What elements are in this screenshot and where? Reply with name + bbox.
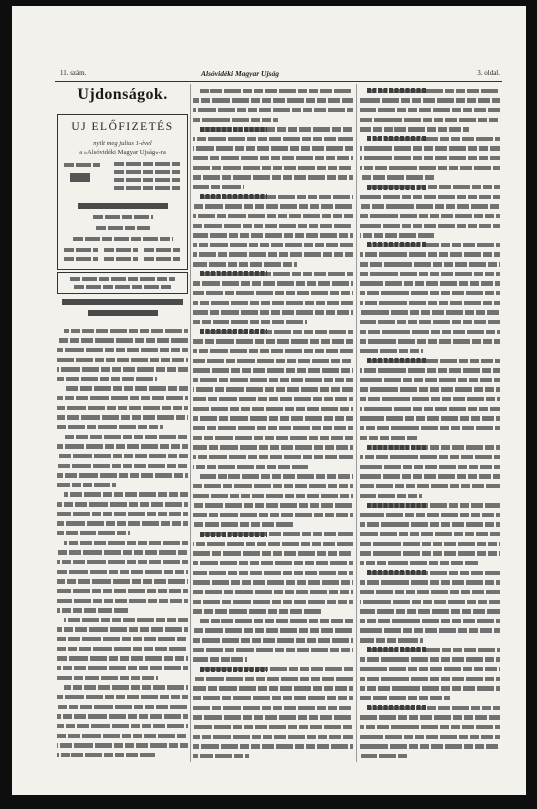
text-line: [360, 202, 500, 212]
article-paragraph: [57, 326, 188, 384]
text-line: [193, 462, 353, 472]
text-line: [360, 529, 500, 539]
text-line: [360, 433, 500, 443]
text-line: [193, 529, 353, 539]
offer-detail: [104, 257, 138, 261]
text-line: [360, 279, 500, 289]
offer-line: [93, 215, 153, 219]
column-1-body: [57, 326, 188, 760]
text-line: [57, 741, 188, 751]
text-line: [57, 538, 188, 548]
text-line: [57, 750, 188, 760]
column-3-body: [360, 86, 500, 761]
price-figure: [70, 173, 90, 182]
text-line: [57, 567, 188, 577]
text-line: [360, 462, 500, 472]
text-line: [360, 96, 500, 106]
subscription-box: [57, 114, 188, 270]
offer-detail: [144, 257, 180, 261]
text-line: [193, 231, 353, 241]
text-line: [193, 327, 353, 337]
article-headline: [62, 299, 183, 305]
text-line: [57, 644, 188, 654]
article-paragraph: [57, 490, 188, 538]
offer-detail: [64, 248, 98, 252]
text-line: [193, 597, 353, 607]
text-line: [193, 163, 353, 173]
subscription-heading: UJ ELŐFIZETÉS: [71, 121, 174, 133]
text-line: [360, 192, 500, 202]
text-line: [360, 144, 500, 154]
text-line: [360, 693, 500, 703]
text-line: [57, 461, 188, 471]
text-line: [360, 443, 500, 453]
text-line: [193, 703, 353, 713]
text-line: [57, 336, 188, 346]
text-line: [360, 491, 500, 501]
article-paragraph: [57, 683, 188, 760]
page-number: 3. oldal.: [477, 69, 500, 77]
text-line: [57, 683, 188, 693]
text-line: [57, 625, 188, 635]
text-line: [57, 326, 188, 336]
text-line: [360, 317, 500, 327]
offer-detail: [64, 257, 98, 261]
article-paragraph: [57, 538, 188, 615]
text-line: [360, 125, 500, 135]
news-item: [360, 443, 500, 501]
news-item: [193, 269, 353, 327]
text-line: [360, 655, 500, 665]
article-paragraph: [57, 615, 188, 682]
subscription-newspaper-line: a »Alsóvidéki Magyar Ujság«-ra: [79, 149, 166, 156]
text-line: [193, 182, 353, 192]
text-line: [360, 211, 500, 221]
article-paragraph: [193, 86, 353, 125]
subscription-opening-line: nyilt meg julius 1-ével: [93, 140, 152, 147]
text-line: [57, 519, 188, 529]
text-line: [193, 664, 353, 674]
office-line: [70, 277, 175, 281]
text-line: [193, 221, 353, 231]
text-line: [193, 742, 353, 752]
text-line: [57, 355, 188, 365]
text-line: [360, 472, 500, 482]
text-line: [360, 414, 500, 424]
column-divider: [190, 84, 191, 762]
text-line: [360, 269, 500, 279]
text-line: [360, 684, 500, 694]
text-line: [57, 586, 188, 596]
text-line: [360, 385, 500, 395]
text-line: [360, 751, 500, 761]
text-line: [57, 432, 188, 442]
section-title: Ujdonságok.: [77, 86, 168, 103]
text-line: [193, 587, 353, 597]
text-line: [360, 452, 500, 462]
offer-detail: [104, 248, 138, 252]
news-item: [360, 240, 500, 356]
text-line: [57, 615, 188, 625]
text-line: [360, 308, 500, 318]
text-line: [360, 722, 500, 732]
header-rule: [55, 81, 502, 82]
text-line: [360, 366, 500, 376]
text-line: [193, 520, 353, 530]
text-line: [193, 713, 353, 723]
article-paragraph: [193, 616, 353, 664]
text-line: [57, 654, 188, 664]
text-line: [360, 664, 500, 674]
text-line: [193, 346, 353, 356]
text-line: [193, 414, 353, 424]
text-line: [193, 655, 353, 665]
text-line: [193, 192, 353, 202]
text-line: [193, 423, 353, 433]
text-line: [360, 742, 500, 752]
text-line: [193, 722, 353, 732]
offer-line: [73, 237, 173, 241]
text-line: [360, 231, 500, 241]
text-line: [360, 337, 500, 347]
news-item: [193, 327, 353, 472]
text-line: [193, 693, 353, 703]
text-line: [57, 422, 188, 432]
article-paragraph: [57, 432, 188, 490]
text-line: [193, 636, 353, 646]
text-line: [193, 558, 353, 568]
text-line: [360, 240, 500, 250]
text-line: [360, 375, 500, 385]
text-line: [57, 413, 188, 423]
text-line: [57, 384, 188, 394]
text-line: [193, 674, 353, 684]
text-line: [193, 732, 353, 742]
text-line: [360, 713, 500, 723]
text-line: [360, 607, 500, 617]
text-line: [193, 105, 353, 115]
text-line: [57, 345, 188, 355]
text-line: [193, 645, 353, 655]
price-row: [114, 178, 180, 182]
text-line: [193, 568, 353, 578]
text-line: [57, 365, 188, 375]
text-line: [360, 153, 500, 163]
text-line: [57, 731, 188, 741]
text-line: [193, 173, 353, 183]
text-line: [360, 423, 500, 433]
text-line: [57, 577, 188, 587]
text-line: [193, 134, 353, 144]
text-line: [360, 510, 500, 520]
text-line: [193, 115, 353, 125]
text-line: [360, 568, 500, 578]
text-line: [193, 385, 353, 395]
news-item: [360, 86, 500, 134]
text-line: [193, 684, 353, 694]
text-line: [57, 500, 188, 510]
text-line: [193, 404, 353, 414]
text-line: [193, 366, 353, 376]
text-line: [193, 452, 353, 462]
text-line: [360, 298, 500, 308]
column-divider: [356, 84, 357, 762]
news-item: [360, 501, 500, 568]
text-line: [193, 375, 353, 385]
text-line: [360, 86, 500, 96]
text-line: [193, 153, 353, 163]
news-item: [360, 134, 500, 182]
text-line: [360, 221, 500, 231]
text-line: [193, 356, 353, 366]
text-line: [360, 481, 500, 491]
text-line: [360, 356, 500, 366]
text-line: [360, 501, 500, 511]
text-line: [57, 692, 188, 702]
text-line: [57, 490, 188, 500]
offer-heading: [78, 203, 168, 209]
news-item: [193, 664, 353, 760]
text-line: [193, 539, 353, 549]
text-line: [360, 260, 500, 270]
text-line: [360, 115, 500, 125]
text-line: [57, 471, 188, 481]
news-item: [360, 645, 500, 703]
news-item: [193, 125, 353, 192]
text-line: [193, 443, 353, 453]
text-line: [360, 288, 500, 298]
text-line: [57, 721, 188, 731]
text-line: [360, 626, 500, 636]
text-line: [193, 491, 353, 501]
text-line: [193, 211, 353, 221]
text-line: [360, 327, 500, 337]
price-row: [114, 162, 180, 166]
text-line: [57, 528, 188, 538]
text-line: [193, 472, 353, 482]
news-item: [193, 529, 353, 616]
text-line: [57, 673, 188, 683]
text-line: [57, 606, 188, 616]
text-line: [360, 616, 500, 626]
text-line: [193, 308, 353, 318]
news-item: [360, 356, 500, 443]
text-line: [360, 636, 500, 646]
text-line: [57, 480, 188, 490]
text-line: [193, 578, 353, 588]
price-label: [64, 163, 100, 167]
text-line: [360, 578, 500, 588]
text-line: [193, 269, 353, 279]
news-item: [360, 568, 500, 645]
text-line: [193, 202, 353, 212]
column-2-body: [193, 86, 353, 761]
price-row: [114, 170, 180, 174]
text-line: [57, 403, 188, 413]
text-line: [193, 626, 353, 636]
text-line: [360, 395, 500, 405]
text-line: [193, 481, 353, 491]
text-line: [360, 173, 500, 183]
text-line: [57, 509, 188, 519]
text-line: [360, 674, 500, 684]
text-line: [57, 393, 188, 403]
newspaper-title: Alsóvidéki Magyar Ujság: [201, 69, 279, 78]
text-line: [57, 635, 188, 645]
text-line: [193, 751, 353, 761]
text-line: [193, 607, 353, 617]
text-line: [193, 86, 353, 96]
text-line: [193, 240, 353, 250]
text-line: [193, 288, 353, 298]
text-line: [57, 451, 188, 461]
text-line: [360, 105, 500, 115]
text-line: [193, 317, 353, 327]
text-line: [360, 587, 500, 597]
text-line: [57, 702, 188, 712]
text-line: [57, 663, 188, 673]
text-line: [360, 250, 500, 260]
text-line: [360, 182, 500, 192]
text-line: [360, 539, 500, 549]
text-line: [193, 96, 353, 106]
issue-number: 11. szám.: [60, 69, 87, 77]
text-line: [193, 549, 353, 559]
text-line: [360, 346, 500, 356]
article-headline: [88, 310, 158, 316]
text-line: [193, 144, 353, 154]
news-item: [193, 192, 353, 269]
text-line: [360, 703, 500, 713]
offer-detail: [144, 248, 180, 252]
text-line: [57, 712, 188, 722]
text-line: [193, 501, 353, 511]
text-line: [57, 442, 188, 452]
text-line: [360, 404, 500, 414]
offer-line: [96, 226, 150, 230]
text-line: [360, 645, 500, 655]
text-line: [360, 597, 500, 607]
text-line: [57, 596, 188, 606]
text-line: [57, 548, 188, 558]
text-line: [193, 298, 353, 308]
price-row: [114, 186, 180, 190]
text-line: [57, 557, 188, 567]
office-line: [74, 285, 171, 289]
news-item: [360, 182, 500, 240]
text-line: [193, 337, 353, 347]
text-line: [57, 374, 188, 384]
text-line: [193, 616, 353, 626]
text-line: [193, 510, 353, 520]
text-line: [360, 558, 500, 568]
text-line: [360, 134, 500, 144]
text-line: [193, 260, 353, 270]
article-paragraph: [193, 472, 353, 530]
text-line: [193, 279, 353, 289]
news-item: [360, 703, 500, 761]
text-line: [193, 395, 353, 405]
text-line: [360, 520, 500, 530]
text-line: [193, 125, 353, 135]
text-line: [193, 433, 353, 443]
text-line: [360, 732, 500, 742]
text-line: [193, 250, 353, 260]
article-paragraph: [57, 384, 188, 432]
office-address-box: [57, 272, 188, 294]
text-line: [360, 549, 500, 559]
text-line: [360, 163, 500, 173]
